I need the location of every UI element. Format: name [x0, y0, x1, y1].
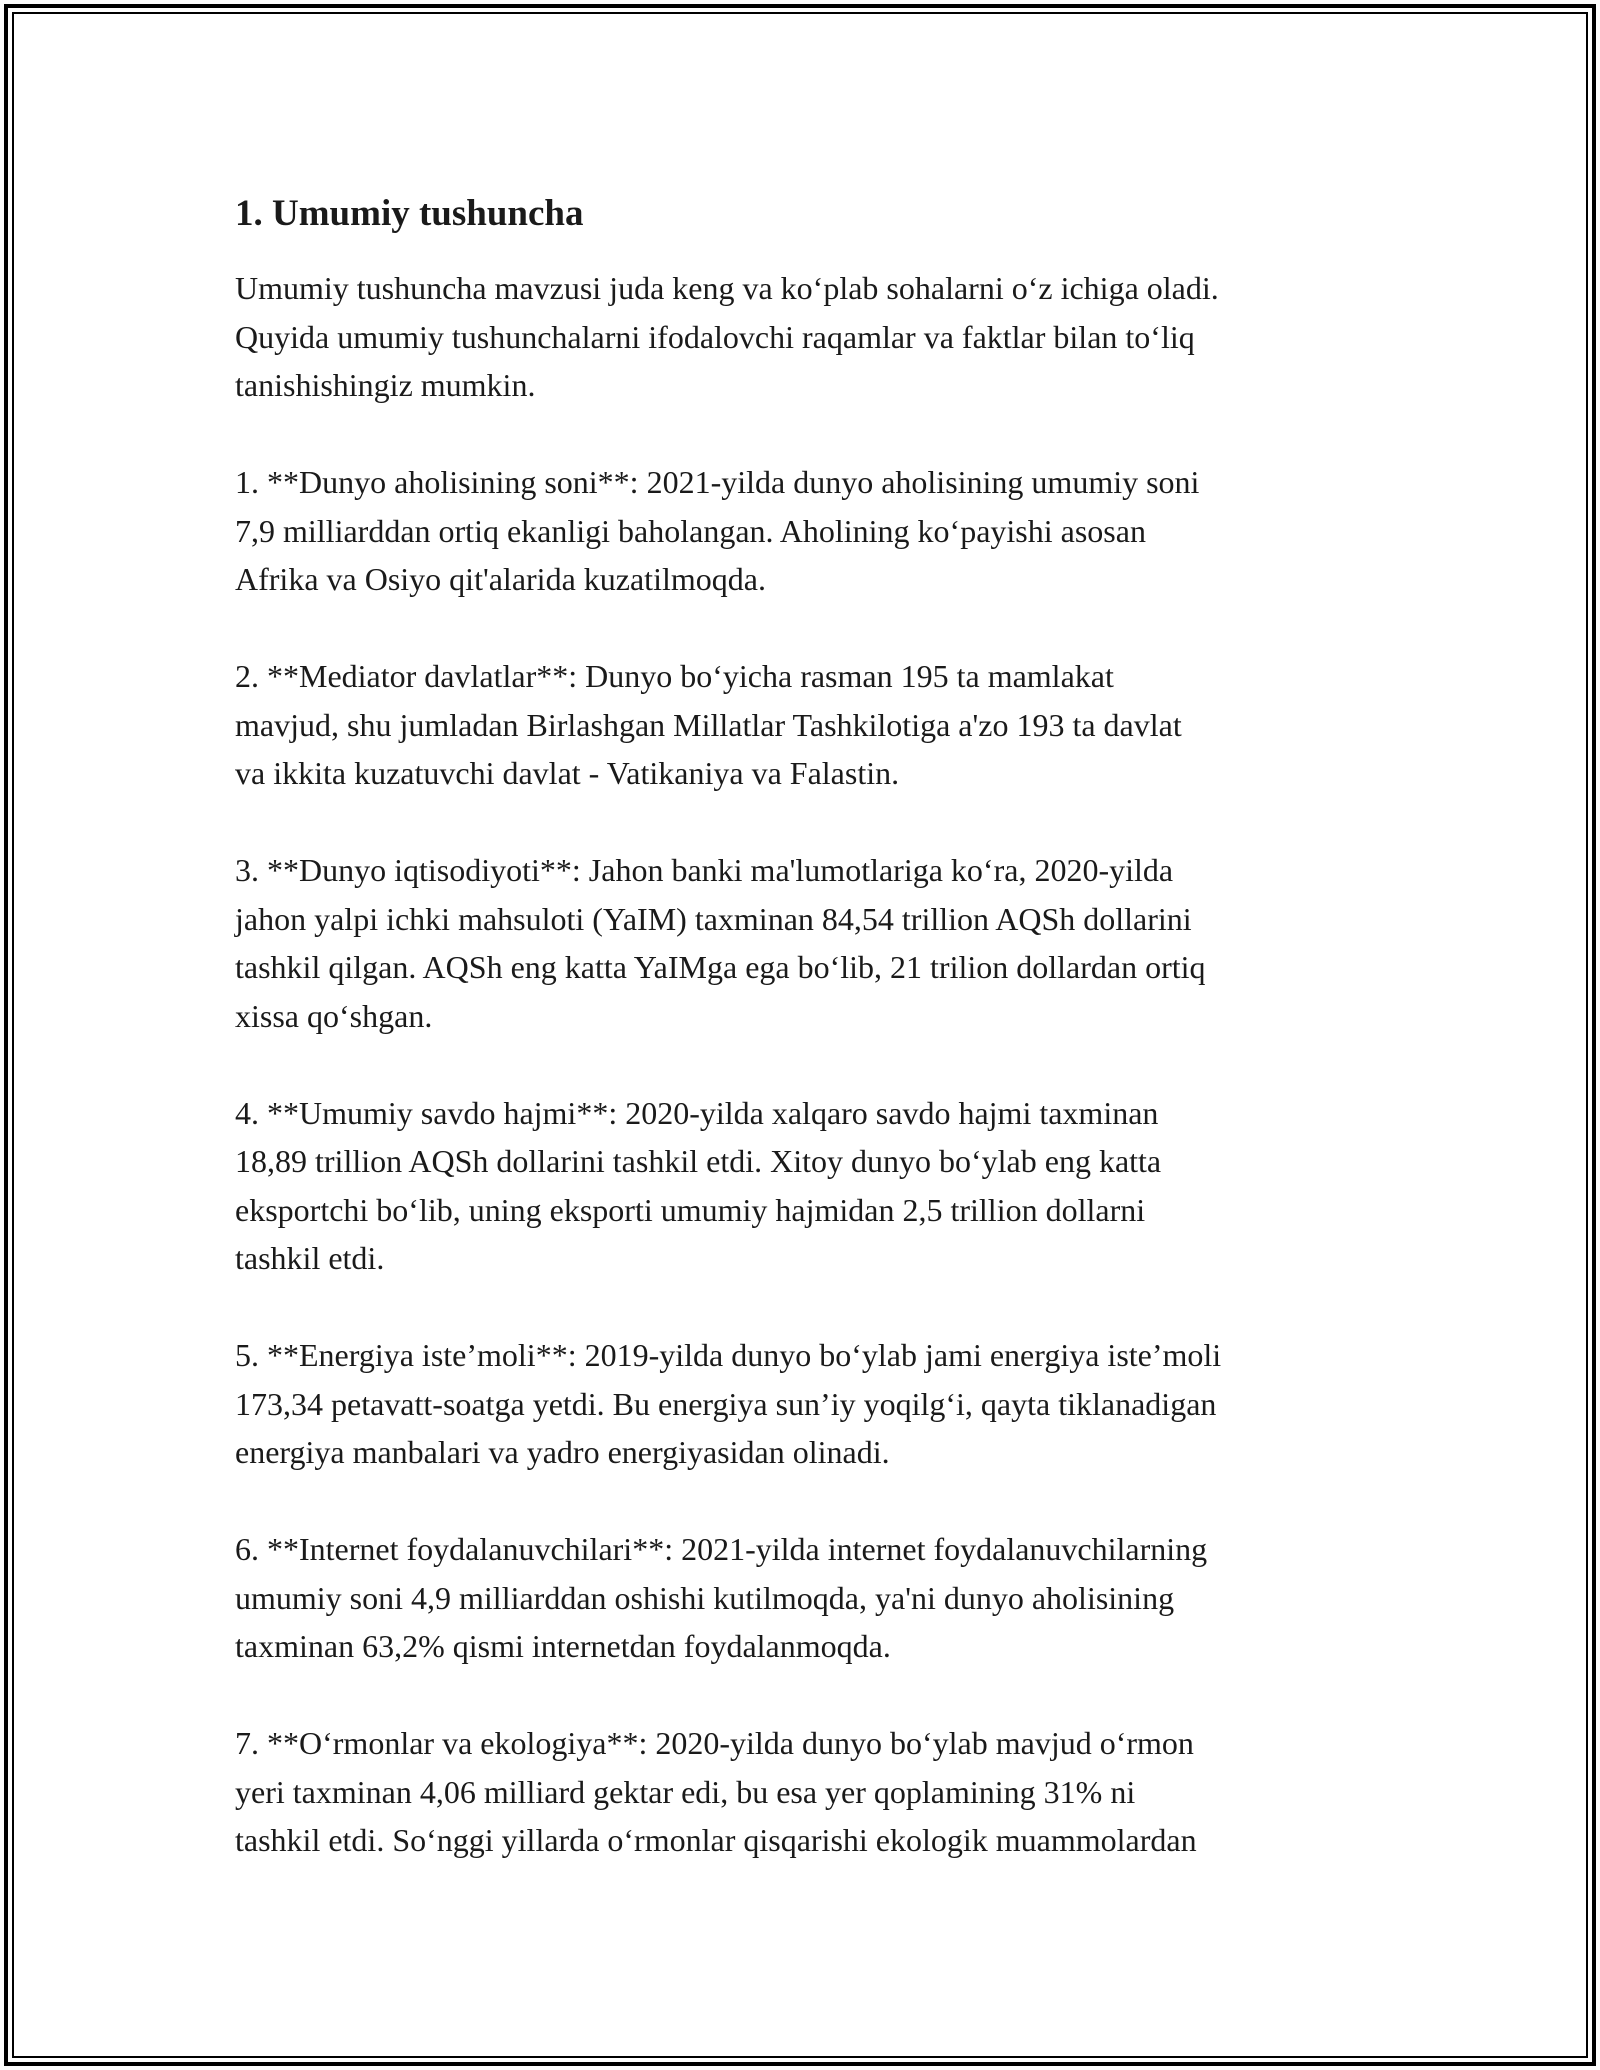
text-line: 1. **Dunyo aholisining soni**: 2021-yilda dunyo aholisining umumiy soni [235, 464, 1200, 500]
text-line: 4. **Umumiy savdo hajmi**: 2020-yilda xalqaro savdo hajmi taxminan [235, 1094, 1159, 1131]
text-line: 18,89 trillion AQSh dollarini tashkil etdi. Xitoy dunyo bo‘ylab eng katta [235, 1143, 1162, 1179]
text-line: 3. **Dunyo iqtisodiyoti**: Jahon banki ma'lumotlariga ko‘ra, 2020-yilda [235, 852, 1174, 888]
text-line: 173,34 petavatt-soatga yetdi. Bu energiya sun’iy yoqilg‘i, qayta tiklanadigan [235, 1385, 1217, 1422]
text-line: taxminan 63,2% qismi internetdan foydalanmoqda. [235, 1628, 891, 1664]
text-line: Umumiy tushuncha mavzusi juda keng va ko‘plab sohalarni o‘z ichiga oladi. [235, 270, 1219, 306]
text-line: tanishishingiz mumkin. [235, 367, 536, 403]
section-heading: 1. Umumiy tushuncha [235, 193, 584, 234]
text-line: va ikkita kuzatuvchi davlat - Vatikaniya va Falastin. [235, 755, 900, 791]
paragraph-item-1 [235, 458, 1385, 604]
paragraph-intro [235, 264, 1385, 410]
text-line: mavjud, shu jumladan Birlashgan Millatlar Tashkilotiga a'zo 193 ta davlat [235, 706, 1182, 743]
paragraph-item-2 [235, 652, 1385, 798]
paragraph-item-4 [235, 1089, 1385, 1283]
text-line: jahon yalpi ichki mahsuloti (YaIM) taxminan 84,54 trillion AQSh dollarini [235, 900, 1192, 937]
paragraph-item-5 [235, 1331, 1385, 1477]
text-line: Afrika va Osiyo qit'alarida kuzatilmoqda. [235, 561, 766, 597]
text-line: umumiy soni 4,9 milliarddan oshishi kutilmoqda, ya'ni dunyo aholisining [235, 1579, 1175, 1616]
paragraph-item-3 [235, 846, 1385, 1040]
text-line: tashkil qilgan. AQSh eng katta YaIMga ega bo‘lib, 21 trilion dollardan ortiq [235, 949, 1206, 985]
text-line: 6. **Internet foydalanuvchilari**: 2021-yilda internet foydalanuvchilarning [235, 1531, 1208, 1567]
text-line: 5. **Energiya iste’moli**: 2019-yilda dunyo bo‘ylab jami energiya iste’moli [235, 1337, 1222, 1373]
text-line: 2. **Mediator davlatlar**: Dunyo bo‘yicha rasman 195 ta mamlakat [235, 658, 1114, 694]
text-line: energiya manbalari va yadro energiyasidan olinadi. [235, 1434, 890, 1470]
text-line: tashkil etdi. So‘nggi yillarda o‘rmonlar qisqarishi ekologik muammolardan [235, 1822, 1197, 1858]
text-line: eksportchi bo‘lib, uning eksporti umumiy hajmidan 2,5 trillion dollarni [235, 1191, 1146, 1228]
text-line: 7,9 milliarddan ortiq ekanligi baholangan. Aholining ko‘payishi asosan [235, 512, 1146, 549]
document-body [235, 186, 1385, 1913]
text-line: 7. **O‘rmonlar va ekologiya**: 2020-yilda dunyo bo‘ylab mavjud o‘rmon [235, 1725, 1194, 1761]
text-line: tashkil etdi. [235, 1240, 385, 1276]
paragraph-item-6 [235, 1525, 1385, 1671]
text-line: yeri taxminan 4,06 milliard gektar edi, bu esa yer qoplamining 31% ni [235, 1773, 1136, 1810]
text-line: Quyida umumiy tushunchalarni ifodalovchi raqamlar va faktlar bilan to‘liq [235, 318, 1195, 355]
paragraph-item-7 [235, 1719, 1385, 1865]
text-line: xissa qo‘shgan. [235, 997, 433, 1034]
